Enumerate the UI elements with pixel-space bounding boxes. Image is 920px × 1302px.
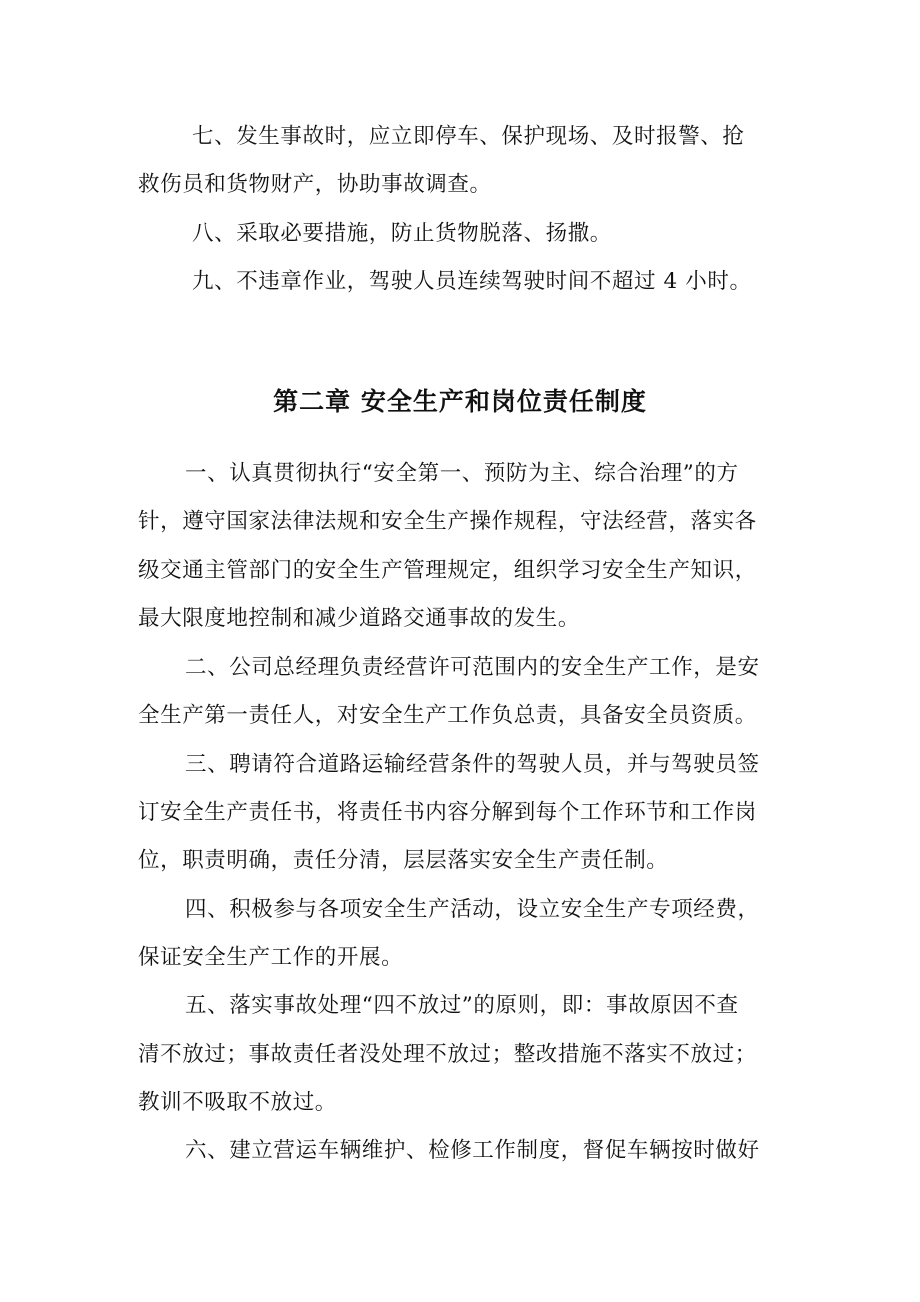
item-7-line-1: 七、发生事故时，应立即停车、保护现场、及时报警、抢 [192,124,745,149]
ch2-item-2-line-1: 二、公司总经理负责经营许可范围内的安全生产工作，是安 [185,655,760,680]
ch2-item-1-line-3: 级交通主管部门的安全生产管理规定，组织学习安全生产知识， [138,558,757,583]
ch2-item-5-line-2: 清不放过；事故责任者没处理不放过；整改措施不落实不放过； [138,1042,757,1067]
item-9: 九、不违章作业，驾驶人员连续驾驶时间不超过 4 小时。 [192,269,752,294]
ch2-item-3-line-2: 订安全生产责任书，将责任书内容分解到每个工作环节和工作岗 [138,800,757,825]
ch2-item-1-line-1: 一、认真贯彻执行“安全第一、预防为主、综合治理”的方 [185,461,739,486]
ch2-item-5-line-3: 教训不吸取不放过。 [138,1090,337,1115]
ch2-item-5-line-1: 五、落实事故处理“四不放过”的原则，即：事故原因不查 [185,993,739,1018]
ch2-item-1-line-2: 针，遵守国家法律法规和安全生产操作规程，守法经营，落实各 [138,509,757,534]
chapter-title: 第二章 安全生产和岗位责任制度 [273,387,647,416]
ch2-item-1-line-4: 最大限度地控制和减少道路交通事故的发生。 [138,606,581,631]
ch2-item-3-line-1: 三、聘请符合道路运输经营条件的驾驶人员，并与驾驶员签 [185,752,760,777]
ch2-item-6-line-1: 六、建立营运车辆维护、检修工作制度，督促车辆按时做好 [185,1138,760,1163]
ch2-item-4-line-1: 四、积极参与各项安全生产活动，设立安全生产专项经费， [185,897,760,922]
ch2-item-3-line-3: 位，职责明确，责任分清，层层落实安全生产责任制。 [138,848,669,873]
ch2-item-2-line-2: 全生产第一责任人，对安全生产工作负总责，具备安全员资质。 [138,703,757,728]
ch2-item-4-line-2: 保证安全生产工作的开展。 [138,945,404,970]
item-8: 八、采取必要措施，防止货物脱落、扬撒。 [192,221,612,246]
item-7-line-2: 救伤员和货物财产，协助事故调查。 [138,172,492,197]
